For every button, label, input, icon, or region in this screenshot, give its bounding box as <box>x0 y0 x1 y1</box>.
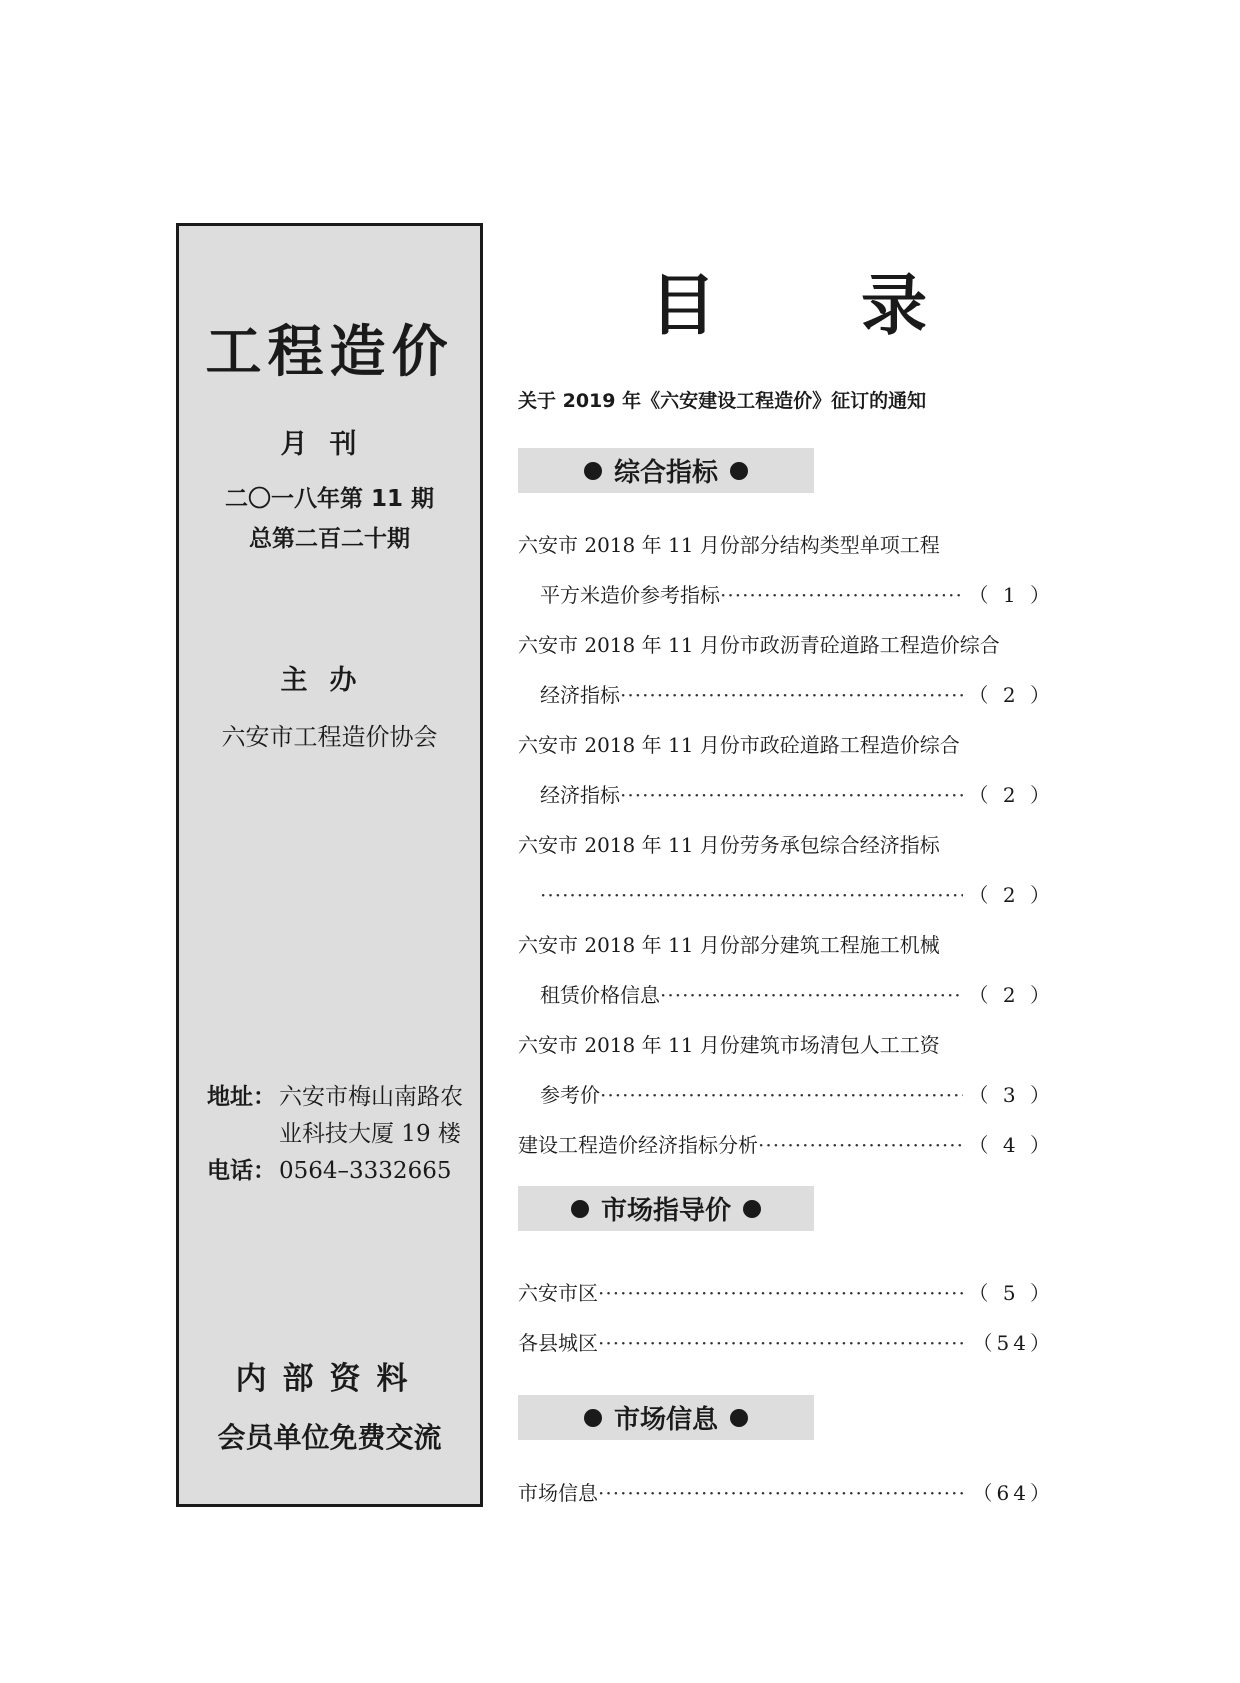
page-number: （ 2 ） <box>968 883 1054 907</box>
toc-entry[interactable] <box>518 620 1054 720</box>
page-number: （ 5 ） <box>968 1281 1054 1305</box>
page-number: （ 2 ） <box>968 983 1054 1007</box>
entry-title-line1: 六安市 2018 年 11 月份劳务承包综合经济指标 <box>518 833 940 857</box>
entry-line2 <box>518 570 1054 620</box>
toc-entry[interactable] <box>518 920 1054 1020</box>
internal-material-label: 内部资料 <box>235 1361 424 1397</box>
leader-dots <box>598 1268 963 1318</box>
toc-title-char-2: 录 <box>861 267 927 344</box>
toc-entry[interactable] <box>518 1120 1054 1170</box>
bullet-icon <box>730 462 748 480</box>
toc-entry[interactable] <box>518 520 1054 620</box>
bullet-icon <box>584 462 602 480</box>
entry-title-line1: 六安市 2018 年 11 月份部分结构类型单项工程 <box>518 533 940 557</box>
total-issue-number: 总第二百二十期 <box>249 526 410 552</box>
phone-row <box>207 1153 477 1190</box>
section-header-market-info <box>518 1395 814 1440</box>
bullet-icon <box>743 1200 761 1218</box>
notice-link[interactable]: 关于 2019 年《六安建设工程造价》征订的通知 <box>518 390 927 412</box>
toc-entry[interactable] <box>518 1268 1054 1318</box>
issue-number: 二〇一八年第 11 期 <box>224 486 435 512</box>
entry-line2 <box>518 1318 1054 1368</box>
entry-title-line2: 经济指标 <box>540 783 620 807</box>
contact-block <box>207 1079 477 1190</box>
entry-title-line1: 六安市 2018 年 11 月份市政沥青砼道路工程造价综合 <box>518 633 1000 657</box>
entry-line2 <box>518 670 1054 720</box>
sponsor-label: 主办 <box>280 665 379 696</box>
page-number: （64） <box>972 1481 1054 1505</box>
toc-entry[interactable] <box>518 720 1054 820</box>
toc-title-char-1: 目 <box>650 267 716 344</box>
free-exchange-label: 会员单位免费交流 <box>217 1421 442 1454</box>
entry-title-line2: 经济指标 <box>540 683 620 707</box>
sponsor-name: 六安市工程造价协会 <box>221 723 438 751</box>
leader-dots <box>540 870 963 920</box>
page-number: （ 1 ） <box>968 583 1054 607</box>
page-number: （54） <box>972 1331 1054 1355</box>
entry-title: 各县城区 <box>518 1331 598 1355</box>
entry-title: 六安市区 <box>518 1281 598 1305</box>
entry-title-line1: 六安市 2018 年 11 月份市政砼道路工程造价综合 <box>518 733 960 757</box>
toc-entry[interactable] <box>518 820 1054 920</box>
section-header-market-guide-price <box>518 1186 814 1231</box>
phone-value: 0564–3332665 <box>279 1158 452 1184</box>
entry-title: 建设工程造价经济指标分析 <box>518 1133 758 1157</box>
section-title: 市场信息 <box>613 1405 718 1435</box>
leader-dots <box>758 1120 963 1170</box>
journal-name: 工程造价 <box>205 319 454 385</box>
section-title: 市场指导价 <box>600 1196 731 1226</box>
toc-entry[interactable] <box>518 1468 1054 1518</box>
entry-line2 <box>518 970 1054 1020</box>
leader-dots <box>600 1070 963 1120</box>
sidebar-panel <box>176 223 483 1507</box>
entry-title-line2: 平方米造价参考指标 <box>540 583 720 607</box>
toc-title <box>650 252 927 347</box>
entry-title-line2: 租赁价格信息 <box>540 983 660 1007</box>
address-row <box>207 1079 477 1153</box>
page-number: （ 2 ） <box>968 683 1054 707</box>
entry-title-line1: 六安市 2018 年 11 月份建筑市场清包人工工资 <box>518 1033 940 1057</box>
frequency: 月刊 <box>280 429 379 460</box>
phone-label: 电话： <box>207 1158 276 1184</box>
entry-line2 <box>518 1120 1054 1170</box>
section-header-comprehensive <box>518 448 814 493</box>
bullet-icon <box>571 1200 589 1218</box>
entry-title-line2: 参考价 <box>540 1083 600 1107</box>
entry-title: 市场信息 <box>518 1481 598 1505</box>
toc-entry[interactable] <box>518 1020 1054 1120</box>
page-number: （ 3 ） <box>968 1083 1054 1107</box>
address-value: 六安市梅山南路农业科技大厦 19 楼 <box>279 1084 463 1147</box>
entry-line2 <box>518 1268 1054 1318</box>
address-label: 地址： <box>207 1084 276 1110</box>
bullet-icon <box>730 1409 748 1427</box>
leader-dots <box>660 970 963 1020</box>
bullet-icon <box>584 1409 602 1427</box>
entry-line2 <box>518 1468 1054 1518</box>
leader-dots <box>620 770 963 820</box>
page-number: （ 4 ） <box>968 1133 1054 1157</box>
page-number: （ 2 ） <box>968 783 1054 807</box>
entry-title-line1: 六安市 2018 年 11 月份部分建筑工程施工机械 <box>518 933 940 957</box>
leader-dots <box>720 570 963 620</box>
leader-dots <box>620 670 963 720</box>
leader-dots <box>598 1468 967 1518</box>
section-title: 综合指标 <box>613 458 718 488</box>
leader-dots <box>598 1318 967 1368</box>
entry-line2 <box>518 870 1054 920</box>
toc-entry[interactable] <box>518 1318 1054 1368</box>
entry-line2 <box>518 1070 1054 1120</box>
entry-line2 <box>518 770 1054 820</box>
